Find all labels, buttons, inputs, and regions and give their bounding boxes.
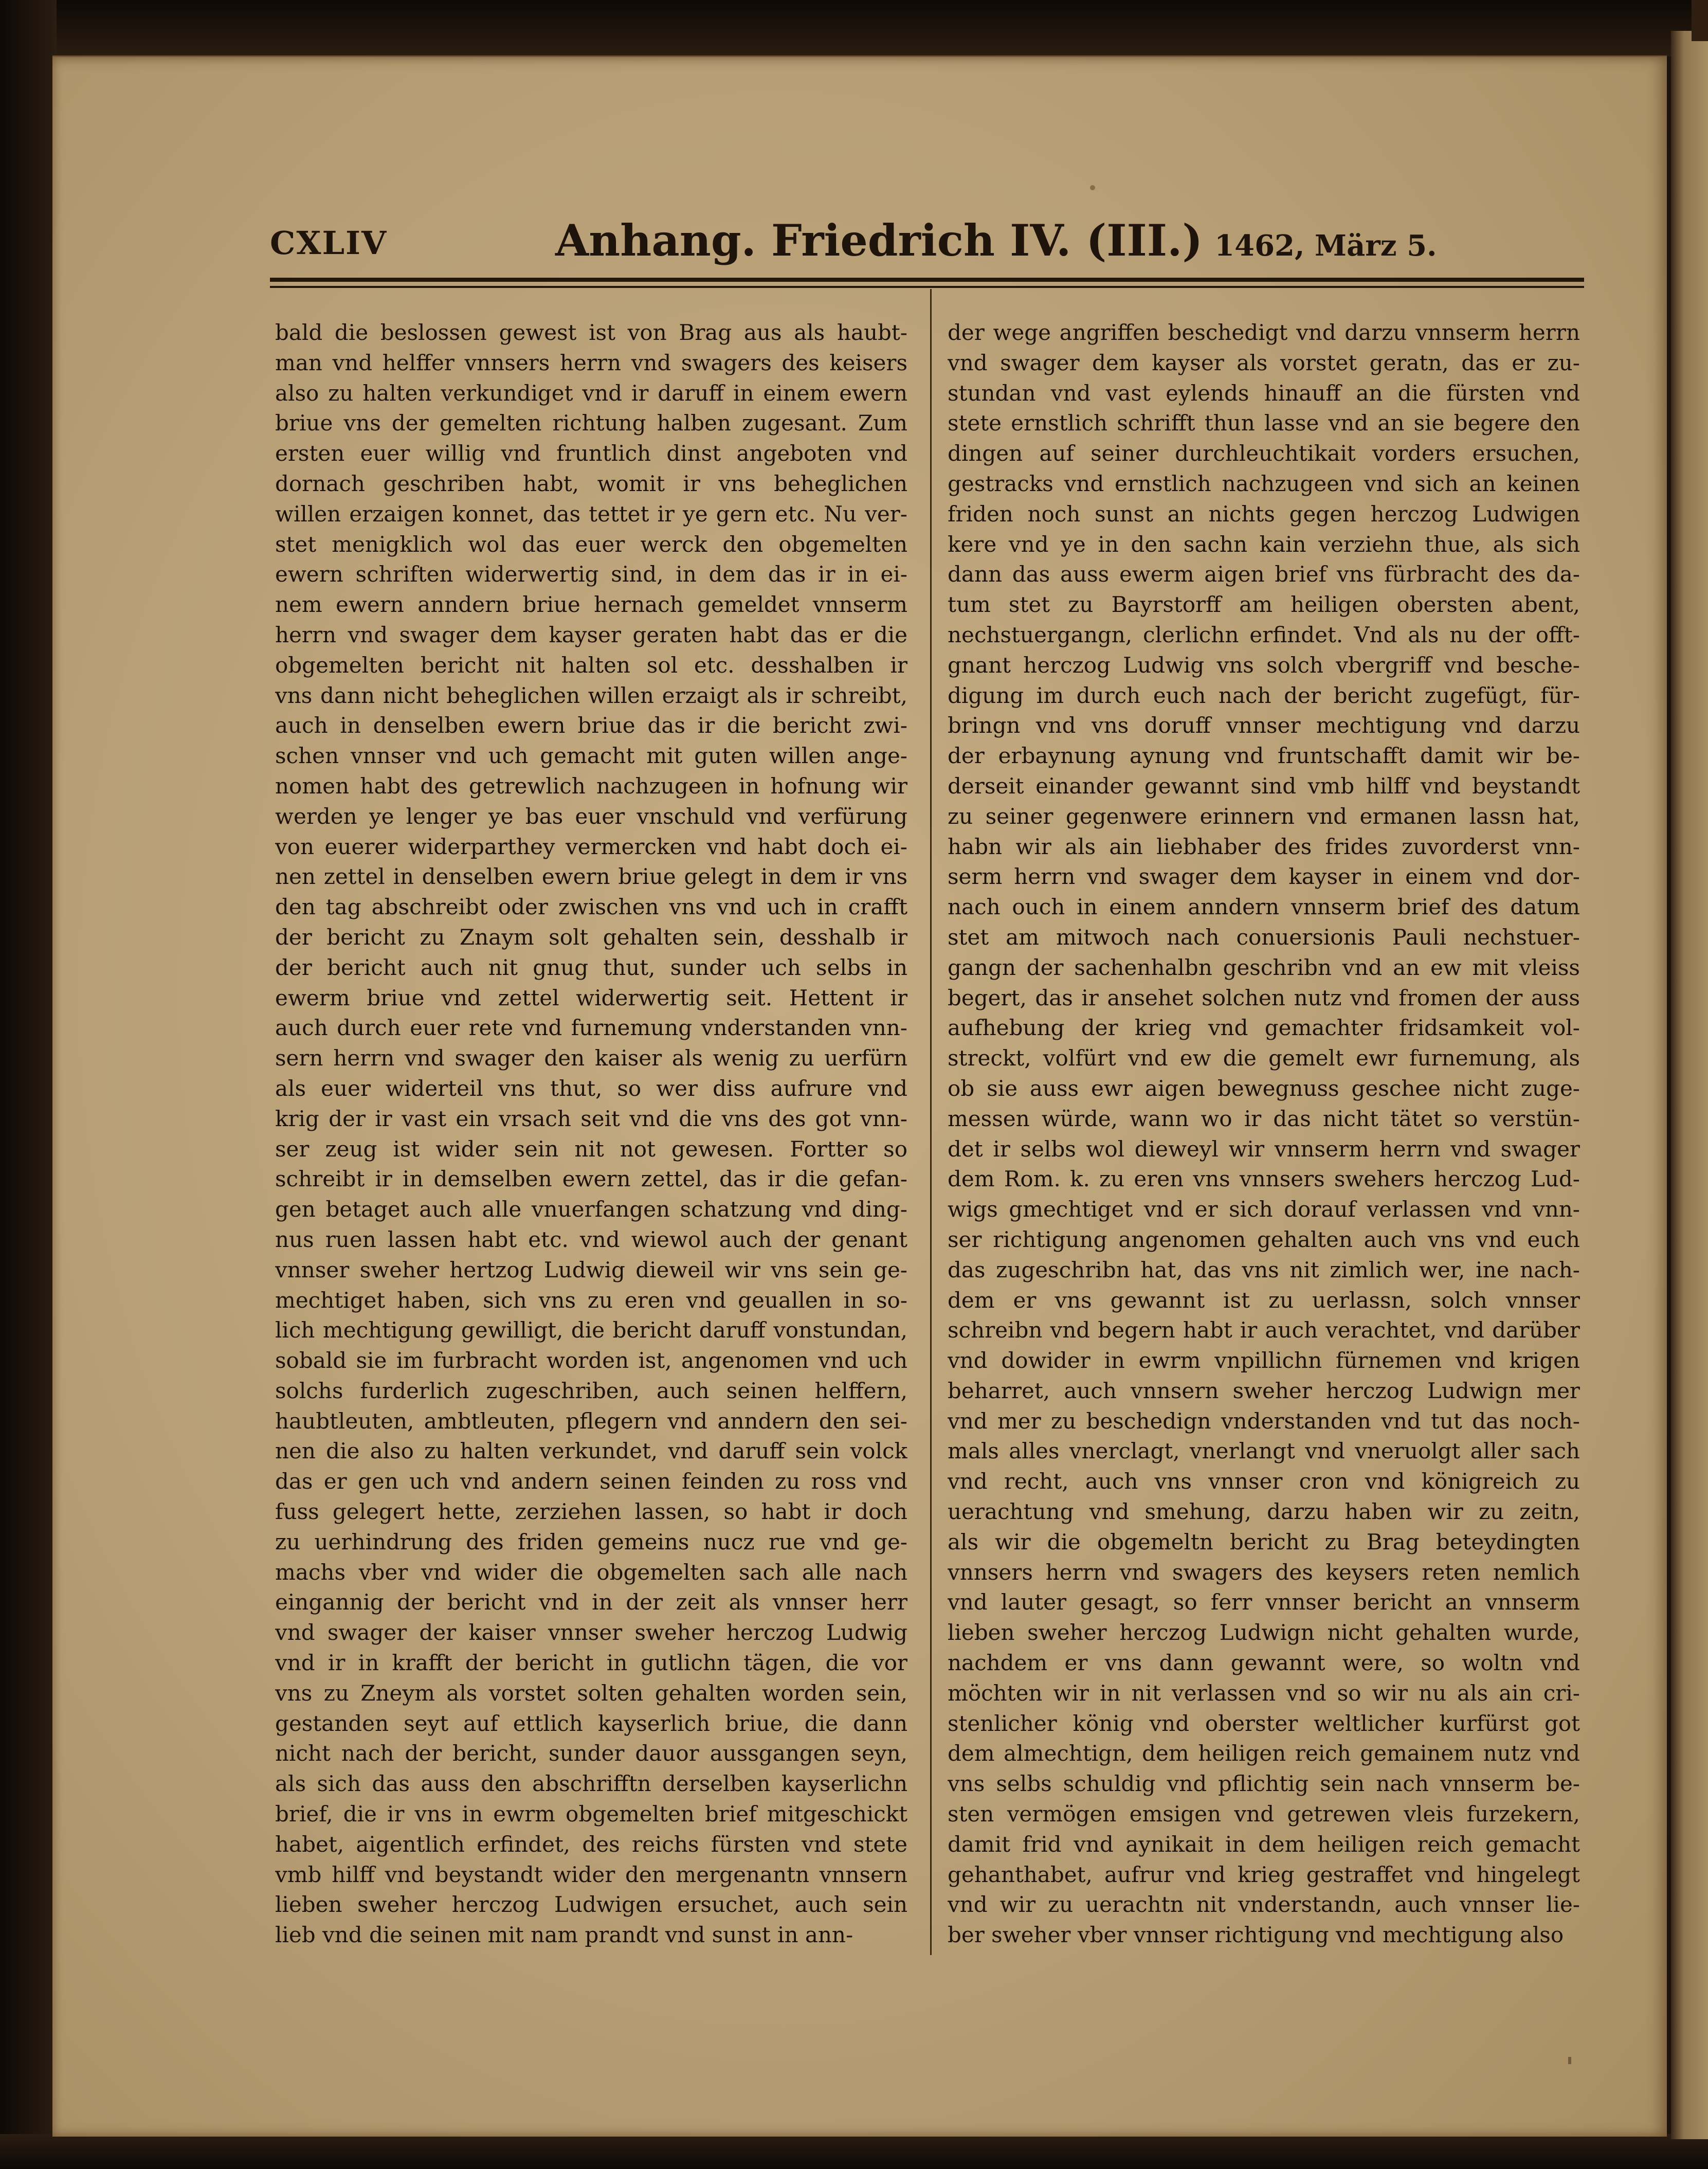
text-line: nach ouch in einem anndern vnnserm brief des datum: [948, 894, 1580, 920]
text-line: willen erzaigen konnet, das tettet ir ye gern etc. Nu ver-: [275, 501, 907, 527]
paper-stain: [1090, 185, 1095, 190]
text-line: das zugeschribn hat, das vns nit zimlich wer, ine nach-: [948, 1257, 1580, 1282]
text-line: briue vns der gemelten richtung halben zugesant. Zum: [275, 410, 907, 436]
text-line: dornach geschriben habt, womit ir vns beheglichen: [275, 471, 907, 496]
text-line: vns dann nicht beheglichen willen erzaigt als ir schreibt,: [275, 682, 907, 708]
text-line: herrn vnd swager dem kayser geraten habt das er die: [275, 622, 907, 647]
text-line: gehanthabet, aufrur vnd krieg gestraffet vnd hingelegt: [948, 1861, 1580, 1887]
text-line: mechtiget haben, sich vns zu eren vnd geuallen in so-: [275, 1287, 907, 1313]
text-line: stet menigklich wol das euer werck den obgemelten: [275, 531, 907, 557]
text-line: dem Rom. k. zu eren vns vnnsers swehers herczog Lud-: [948, 1166, 1580, 1192]
text-line: als wir die obgemeltn bericht zu Brag beteydingten: [948, 1529, 1580, 1555]
adjacent-page-edge: [1671, 31, 1708, 2139]
text-line: dingen auf seiner durchleuchtikait vorders ersuchen,: [948, 441, 1580, 466]
text-line: vns selbs schuldig vnd pflichtig sein nach vnnserm be-: [948, 1771, 1580, 1797]
text-line: haubtleuten, ambtleuten, pflegern vnd anndern den sei-: [275, 1408, 907, 1434]
text-line: lich mechtigung gewilligt, die bericht daruff vonstundan,: [275, 1317, 907, 1343]
text-line: das er gen uch vnd andern seinen feinden zu ross vnd: [275, 1469, 907, 1494]
text-line: dann das auss ewerm aigen brief vns fürbracht des da-: [948, 562, 1580, 587]
text-line: gestracks vnd ernstlich nachzugeen vnd sich an keinen: [948, 471, 1580, 496]
text-line: obgemelten bericht nit halten sol etc. desshalben ir: [275, 652, 907, 678]
text-line: stet am mitwoch nach conuersionis Pauli nechstuer-: [948, 924, 1580, 950]
text-line: stundan vnd vast eylends hinauff an die fürsten vnd: [948, 380, 1580, 406]
text-line: nechstuergangn, clerlichn erfindet. Vnd als nu der offt-: [948, 622, 1580, 647]
text-line: ob sie auss ewr aigen bewegnuss geschee nicht zuge-: [948, 1075, 1580, 1101]
text-line: messen würde, wann wo ir das nicht tätet so verstün-: [948, 1106, 1580, 1131]
text-line: sern herrn vnd swager den kaiser als wenig zu uerfürn: [275, 1045, 907, 1071]
text-line: der bericht zu Znaym solt gehalten sein, desshalb ir: [275, 924, 907, 950]
text-line: also zu halten verkundiget vnd ir daruff in einem ewern: [275, 380, 907, 406]
text-line: streckt, volfürt vnd ew die gemelt ewr furnemung, als: [948, 1045, 1580, 1071]
running-title-date: 1462, März 5.: [1214, 229, 1437, 263]
text-line: tum stet zu Bayrstorff am heiligen obersten abent,: [948, 592, 1580, 618]
text-line: nicht nach der bericht, sunder dauor aussgangen seyn,: [275, 1741, 907, 1766]
text-line: solchs furderlich zugeschriben, auch seinen helffern,: [275, 1378, 907, 1403]
text-line: stete ernstlich schrifft thun lasse vnd an sie begere den: [948, 410, 1580, 436]
text-line: nem ewern anndern briue hernach gemeldet vnnserm: [275, 592, 907, 618]
page-header: [270, 212, 1586, 268]
text-line: gnant herczog Ludwig vns solch vbergriff vnd besche-: [948, 652, 1580, 678]
text-line: nachdem er vns dann gewannt were, so woltn vnd: [948, 1650, 1580, 1676]
text-column-left: [275, 318, 907, 1950]
text-line: lieben sweher herczog Ludwigen ersuchet, auch sein: [275, 1892, 907, 1918]
text-line: bringn vnd vns doruff vnnser mechtigung vnd darzu: [948, 713, 1580, 738]
text-line: stenlicher könig vnd oberster weltlicher kurfürst got: [948, 1710, 1580, 1736]
text-line: machs vber vnd wider die obgemelten sach alle nach: [275, 1559, 907, 1585]
paper-mark: [1568, 2057, 1571, 2064]
text-line: vnd swager dem kayser als vorstet geratn, das er zu-: [948, 350, 1580, 375]
text-line: vnd ir in krafft der bericht in gutlichn tägen, die vor: [275, 1650, 907, 1676]
text-line: damit frid vnd aynikait in dem heiligen reich gemacht: [948, 1831, 1580, 1857]
book-edge-top: [0, 0, 1708, 57]
text-line: vnd mer zu beschedign vnderstanden vnd tut das noch-: [948, 1408, 1580, 1434]
text-column-right: [948, 318, 1580, 1950]
text-line: beharret, auch vnnsern sweher herczog Ludwign mer: [948, 1378, 1580, 1403]
text-line: fuss gelegert hette, zerziehen lassen, so habt ir doch: [275, 1499, 907, 1525]
text-line: dem almechtign, dem heiligen reich gemainem nutz vnd: [948, 1741, 1580, 1766]
text-line: ber sweher vber vnnser richtigung vnd mechtigung also: [948, 1922, 1564, 1948]
text-line: brief, die ir vns in ewrm obgemelten brief mitgeschickt: [275, 1801, 907, 1827]
text-line: det ir selbs wol dieweyl wir vnnserm herrn vnd swager: [948, 1136, 1580, 1162]
text-line: vnd swager der kaiser vnnser sweher herczog Ludwig: [275, 1620, 907, 1646]
text-line: man vnd helffer vnnsers herrn vnd swagers des keisers: [275, 350, 907, 375]
column-divider: [930, 289, 932, 1955]
text-line: nomen habt des getrewlich nachzugeen in hofnung wir: [275, 773, 907, 799]
text-line: sten vermögen emsigen vnd getrewen vleis furzekern,: [948, 1801, 1580, 1827]
text-line: vns zu Zneym als vorstet solten gehalten worden sein,: [275, 1680, 907, 1706]
text-line: zu seiner gegenwere erinnern vnd ermanen lassn hat,: [948, 803, 1580, 829]
text-line: kere vnd ye in den sachn kain verziehn thue, als sich: [948, 531, 1580, 557]
book-edge-left: [0, 0, 57, 2169]
text-line: wigs gmechtiget vnd er sich dorauf verlassen vnd vnn-: [948, 1197, 1580, 1222]
text-line: ersten euer willig vnd fruntlich dinst angeboten vnd: [275, 441, 907, 466]
text-line: von euerer widerparthey vermercken vnd habt doch ei-: [275, 834, 907, 859]
text-line: friden noch sunst an nichts gegen herczog Ludwigen: [948, 501, 1580, 527]
text-line: zu uerhindrung des friden gemeins nucz rue vnd ge-: [275, 1529, 907, 1555]
text-line: vnnser sweher hertzog Ludwig dieweil wir vns sein ge-: [275, 1257, 907, 1282]
text-line: eingannig der bericht vnd in der zeit als vnnser herr: [275, 1589, 907, 1615]
text-line: lieb vnd die seinen mit nam prandt vnd sunst in ann-: [275, 1922, 853, 1948]
text-line: derseit einander gewannt sind vmb hilff vnd beystandt: [948, 773, 1580, 799]
text-line: als sich das auss den abschrifftn derselben kayserlichn: [275, 1771, 907, 1797]
text-line: auch in denselben ewern briue das ir die bericht zwi-: [275, 713, 907, 738]
header-rule-thick: [270, 278, 1584, 282]
text-line: habn wir als ain liebhaber des frides zuvorderst vnn-: [948, 834, 1580, 859]
text-line: serm herrn vnd swager dem kayser in einem vnd dor-: [948, 864, 1580, 890]
text-line: als euer widerteil vns thut, so wer diss aufrure vnd: [275, 1075, 907, 1101]
text-line: dem er vns gewannt ist zu uerlassn, solch vnnser: [948, 1287, 1580, 1313]
text-line: vmb hilff vnd beystandt wider den mergenantn vnnsern: [275, 1861, 907, 1887]
text-line: schreibt ir in demselben ewern zettel, das ir die gefan-: [275, 1166, 907, 1192]
text-line: möchten wir in nit verlassen vnd so wir nu als ain cri-: [948, 1680, 1580, 1706]
text-line: gestanden seyt auf ettlich kayserlich briue, die dann: [275, 1710, 907, 1736]
text-line: ewern schriften widerwertig sind, in dem das ir in ei-: [275, 562, 907, 587]
text-line: bald die beslossen gewest ist von Brag aus als haubt-: [275, 320, 907, 345]
text-line: den tag abschreibt oder zwischen vns vnd uch in crafft: [275, 894, 907, 920]
text-line: ser richtigung angenomen gehalten auch vns vnd euch: [948, 1226, 1580, 1252]
running-title-main: Anhang. Friedrich IV. (III.): [555, 215, 1203, 266]
text-line: der bericht auch nit gnug thut, sunder uch selbs in: [275, 954, 907, 980]
text-line: schen vnnser vnd uch gemacht mit guten willen ange-: [275, 743, 907, 769]
text-line: nen die also zu halten verkundet, vnd daruff sein volck: [275, 1438, 907, 1464]
text-line: begert, das ir ansehet solchen nutz vnd fromen der auss: [948, 985, 1580, 1010]
text-line: nen zettel in denselben ewern briue gelegt in dem ir vns: [275, 864, 907, 890]
text-line: der wege angriffen beschedigt vnd darzu vnnserm herrn: [948, 320, 1580, 345]
text-line: gangn der sachenhalbn geschribn vnd an ew mit vleiss: [948, 954, 1580, 980]
text-line: ser zeug ist wider sein nit not gewesen. Fortter so: [275, 1136, 907, 1162]
text-line: uerachtung vnd smehung, darzu haben wir zu zeitn,: [948, 1499, 1580, 1525]
book-edge-bottom: [0, 2134, 1708, 2169]
text-line: krig der ir vast ein vrsach seit vnd die vns des got vnn-: [275, 1106, 907, 1131]
text-line: vnnsers herrn vnd swagers des keysers reten nemlich: [948, 1559, 1580, 1585]
text-line: lieben sweher herczog Ludwign nicht gehalten wurde,: [948, 1620, 1580, 1646]
text-line: vnd dowider in ewrm vnpillichn fürnemen vnd krigen: [948, 1348, 1580, 1373]
text-line: gen betaget auch alle vnuerfangen schatzung vnd ding-: [275, 1197, 907, 1222]
running-title: [555, 215, 1437, 266]
text-line: nus ruen lassen habt etc. vnd wiewol auch der genant: [275, 1226, 907, 1252]
text-line: werden ye lenger ye bas euer vnschuld vnd verfürung: [275, 803, 907, 829]
page-number: CXLIV: [270, 224, 388, 262]
text-line: sobald sie im furbracht worden ist, angenomen vnd uch: [275, 1348, 907, 1373]
text-line: habet, aigentlich erfindet, des reichs fürsten vnd stete: [275, 1831, 907, 1857]
text-line: der erbaynung aynung vnd fruntschafft damit wir be-: [948, 743, 1580, 769]
header-rule-thin: [270, 286, 1584, 288]
text-line: auch durch euer rete vnd furnemung vnderstanden vnn-: [275, 1015, 907, 1041]
text-line: vnd lauter gesagt, so ferr vnnser bericht an vnnserm: [948, 1589, 1580, 1615]
text-line: mals alles vnerclagt, vnerlangt vnd vneruolgt aller sach: [948, 1438, 1580, 1464]
text-line: aufhebung der krieg vnd gemachter fridsamkeit vol-: [948, 1015, 1580, 1041]
text-line: vnd wir zu uerachtn nit vnderstandn, auch vnnser lie-: [948, 1892, 1580, 1918]
text-line: digung im durch euch nach der bericht zugefügt, für-: [948, 682, 1580, 708]
spine-corner: [1692, 0, 1708, 41]
text-line: vnd recht, auch vns vnnser cron vnd königreich zu: [948, 1469, 1580, 1494]
text-line: schreibn vnd begern habt ir auch verachtet, vnd darüber: [948, 1317, 1580, 1343]
text-line: ewerm briue vnd zettel widerwertig seit. Hettent ir: [275, 985, 907, 1010]
